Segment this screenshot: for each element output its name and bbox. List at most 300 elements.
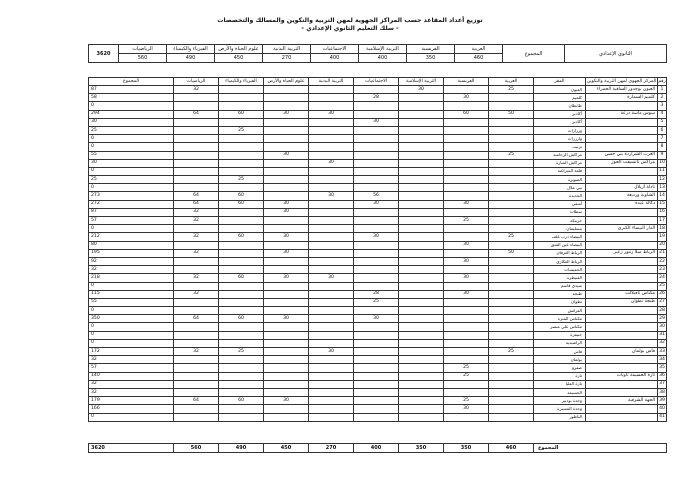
subject-value <box>219 298 264 306</box>
subject-value <box>354 151 399 159</box>
subject-value <box>444 298 489 306</box>
subject-value <box>444 266 489 274</box>
subject-value <box>174 282 219 290</box>
subject-value <box>309 372 354 380</box>
row-number: 16 <box>658 208 667 216</box>
subject-value <box>309 208 354 216</box>
subject-value <box>354 331 399 339</box>
site-name: الراشيدية <box>534 339 586 347</box>
center-name <box>586 233 658 241</box>
row-number: 28 <box>658 307 667 315</box>
row-total: 0 <box>89 282 174 290</box>
subject-value <box>489 323 534 331</box>
row-number: 6 <box>658 126 667 134</box>
table-row <box>89 208 667 216</box>
subject-value <box>309 315 354 323</box>
subject-value <box>354 388 399 396</box>
row-total: 212 <box>89 233 174 241</box>
row-total: 55 <box>89 298 174 306</box>
subject-value <box>399 315 444 323</box>
center-name <box>586 331 658 339</box>
site-name: تازة <box>534 372 586 380</box>
subject-value <box>219 388 264 396</box>
subject-value <box>264 118 309 126</box>
subject-value <box>174 372 219 380</box>
subject-value <box>399 364 444 372</box>
site-name: خنيفرة <box>534 331 586 339</box>
subject-value: 25 <box>219 176 264 184</box>
summary-value: 270 <box>263 54 311 63</box>
subject-value <box>399 143 444 151</box>
subject-value <box>354 110 399 118</box>
subject-value <box>489 380 534 388</box>
subject-value: 25 <box>444 372 489 380</box>
subject-value <box>354 257 399 265</box>
row-total: 25 <box>89 126 174 134</box>
subject-value <box>444 102 489 110</box>
row-number: 36 <box>658 372 667 380</box>
subject-value <box>399 257 444 265</box>
table-row <box>89 176 667 184</box>
center-name <box>586 257 658 265</box>
center-name: تازة الحسيمة تاونات <box>586 372 658 380</box>
table-body <box>89 86 667 422</box>
subject-value <box>354 307 399 315</box>
subject-value <box>354 356 399 364</box>
subject-value: 25 <box>489 86 534 94</box>
subject-value <box>444 225 489 233</box>
row-number: 4 <box>658 110 667 118</box>
site-name: الحسيمة <box>534 388 586 396</box>
table-row <box>89 290 667 298</box>
table-row <box>89 397 667 405</box>
subject-value <box>354 241 399 249</box>
subject-value <box>489 413 534 421</box>
site-name: تزنيت <box>534 143 586 151</box>
row-number: 8 <box>658 143 667 151</box>
subject-value <box>219 86 264 94</box>
totals-value: 350 <box>444 444 489 453</box>
table-row <box>89 86 667 94</box>
table-row <box>89 323 667 331</box>
subject-value: 64 <box>174 397 219 405</box>
subject-value <box>399 356 444 364</box>
subject-value <box>354 208 399 216</box>
subject-value <box>354 102 399 110</box>
subject-value <box>219 307 264 315</box>
table-row <box>89 348 667 356</box>
row-number: 38 <box>658 388 667 396</box>
row-number: 32 <box>658 339 667 347</box>
subject-value: 30 <box>354 233 399 241</box>
summary-subject: العربية <box>455 45 503 54</box>
site-name: مراكش المنارة <box>534 159 586 167</box>
subject-value <box>354 397 399 405</box>
site-name: مكناس المنزه <box>534 315 586 323</box>
table-row <box>89 184 667 192</box>
summary-subject: الفرنسية <box>407 45 455 54</box>
row-number: 10 <box>658 159 667 167</box>
subject-value <box>264 143 309 151</box>
subject-value <box>174 266 219 274</box>
site-name: وجدة المسيرة <box>534 405 586 413</box>
subject-value <box>309 102 354 110</box>
table-row <box>89 118 667 126</box>
subject-value <box>399 331 444 339</box>
row-total: 0 <box>89 143 174 151</box>
subject-value <box>264 225 309 233</box>
row-number: 11 <box>658 167 667 175</box>
row-number: 9 <box>658 151 667 159</box>
subject-value: 64 <box>174 110 219 118</box>
subject-value <box>444 307 489 315</box>
table-row <box>89 274 667 282</box>
row-number: 39 <box>658 397 667 405</box>
subject-value <box>489 274 534 282</box>
subject-value <box>174 339 219 347</box>
subject-value: 32 <box>174 217 219 225</box>
subject-value <box>489 176 534 184</box>
site-name: كلميم <box>534 94 586 102</box>
center-name <box>586 356 658 364</box>
table-header-row <box>89 78 667 86</box>
subject-value <box>174 151 219 159</box>
header-subject: الفيزياء والكيمياء <box>219 78 264 86</box>
subject-value: 32 <box>174 208 219 216</box>
subject-value <box>219 118 264 126</box>
center-name <box>586 307 658 315</box>
subject-value <box>444 356 489 364</box>
row-total: 32 <box>89 380 174 388</box>
subject-value <box>354 86 399 94</box>
subject-value <box>174 94 219 102</box>
subject-value <box>444 118 489 126</box>
site-name: مراكش الرحامنة <box>534 151 586 159</box>
subject-value <box>219 135 264 143</box>
summary-subject: التربية البدنية <box>263 45 311 54</box>
subject-value <box>399 339 444 347</box>
row-total: 0 <box>89 331 174 339</box>
subject-value: 30 <box>444 200 489 208</box>
center-name <box>586 413 658 421</box>
center-name <box>586 126 658 134</box>
subject-value <box>444 135 489 143</box>
header-subject: الاجتماعيات <box>354 78 399 86</box>
site-name: تطوان <box>534 298 586 306</box>
center-name: مراكش تانسيفت الحوز <box>586 159 658 167</box>
summary-subject: الفيزياء والكيمياء <box>167 45 215 54</box>
subject-value <box>354 135 399 143</box>
row-total: 80 <box>89 241 174 249</box>
site-name: الخميسات <box>534 266 586 274</box>
subject-value <box>309 86 354 94</box>
subject-value <box>219 266 264 274</box>
subject-value: 30 <box>264 233 309 241</box>
header-subject: التربية الإسلامية <box>399 78 444 86</box>
subject-value <box>489 159 534 167</box>
subject-value <box>444 282 489 290</box>
totals-value: 270 <box>309 444 354 453</box>
subject-value <box>264 413 309 421</box>
subject-value: 30 <box>309 274 354 282</box>
subject-value <box>489 339 534 347</box>
center-name <box>586 380 658 388</box>
totals-label: المجموع <box>534 444 667 453</box>
subject-value <box>354 282 399 290</box>
subject-value <box>489 167 534 175</box>
subject-value <box>399 290 444 298</box>
center-name <box>586 176 658 184</box>
subject-value <box>489 257 534 265</box>
subject-value <box>309 397 354 405</box>
site-name: قلعة السراغنة <box>534 167 586 175</box>
subject-value <box>489 126 534 134</box>
subject-value <box>399 151 444 159</box>
subject-value <box>174 257 219 265</box>
subject-value <box>264 176 309 184</box>
table-row <box>89 217 667 225</box>
subject-value: 32 <box>174 274 219 282</box>
subject-value: 25 <box>444 364 489 372</box>
site-name: أكادير <box>534 110 586 118</box>
table-row <box>89 356 667 364</box>
row-number: 5 <box>658 118 667 126</box>
subject-value: 30 <box>264 151 309 159</box>
subject-value <box>354 323 399 331</box>
subject-value: 30 <box>264 110 309 118</box>
subject-value <box>174 323 219 331</box>
subject-value <box>309 167 354 175</box>
totals-table <box>88 443 667 453</box>
row-total: 32 <box>89 356 174 364</box>
summary-value: 400 <box>359 54 407 63</box>
subject-value <box>264 126 309 134</box>
summary-grand-total: 3620 <box>89 45 119 63</box>
site-name: الرباط العرفان <box>534 249 586 257</box>
subject-value <box>309 266 354 274</box>
row-number: 18 <box>658 225 667 233</box>
row-number: 37 <box>658 380 667 388</box>
subject-value <box>174 413 219 421</box>
row-total: 0 <box>89 167 174 175</box>
row-total: 272 <box>89 200 174 208</box>
table-row <box>89 102 667 110</box>
row-total: 87 <box>89 86 174 94</box>
table-row <box>89 380 667 388</box>
center-name <box>586 274 658 282</box>
subject-value <box>489 364 534 372</box>
row-total: 25 <box>89 176 174 184</box>
header-num: رقم <box>658 78 666 84</box>
subject-value <box>444 167 489 175</box>
subject-value <box>264 323 309 331</box>
subject-value <box>399 282 444 290</box>
row-total: 115 <box>89 290 174 298</box>
subject-value <box>174 298 219 306</box>
subject-value <box>309 241 354 249</box>
center-name: الشاوية ورديغة <box>586 192 658 200</box>
subject-value <box>489 405 534 413</box>
subject-value <box>399 135 444 143</box>
center-name <box>586 388 658 396</box>
subject-value <box>264 135 309 143</box>
totals-grand-total: 3620 <box>89 444 174 453</box>
subject-value: 30 <box>264 274 309 282</box>
subject-value <box>444 315 489 323</box>
subject-value <box>264 167 309 175</box>
subject-value <box>264 257 309 265</box>
subject-value <box>399 176 444 184</box>
subject-value <box>309 151 354 159</box>
row-total: 350 <box>89 315 174 323</box>
title-line-1: توزيع أعداد المقاعد حسب المراكز الجهوية لمهن التربية والتكوين والمسالك والتخصصات <box>217 17 483 24</box>
table-row <box>89 405 667 413</box>
subject-value <box>399 266 444 274</box>
row-total: 0 <box>89 184 174 192</box>
site-name: تازة العليا <box>534 380 586 388</box>
subject-value <box>399 413 444 421</box>
subject-value <box>354 217 399 225</box>
table-row <box>89 225 667 233</box>
subject-value <box>309 176 354 184</box>
subject-value <box>354 249 399 257</box>
subject-value <box>399 225 444 233</box>
table-row <box>89 143 667 151</box>
subject-value: 25 <box>489 151 534 159</box>
header-subject: التربية البدنية <box>309 78 354 86</box>
subject-value <box>444 151 489 159</box>
site-name: طنجة <box>534 290 586 298</box>
row-number: 7 <box>658 135 667 143</box>
subject-value <box>219 323 264 331</box>
row-total: 172 <box>89 348 174 356</box>
center-name: سوس ماسة درعة <box>586 110 658 118</box>
center-name: الجهة الشرقية <box>586 397 658 405</box>
subject-value <box>354 274 399 282</box>
table-row <box>89 298 667 306</box>
subject-value <box>174 388 219 396</box>
subject-value <box>309 249 354 257</box>
row-total: 0 <box>89 339 174 347</box>
row-total: 32 <box>89 266 174 274</box>
subject-value <box>264 356 309 364</box>
subject-value <box>264 364 309 372</box>
subject-value <box>399 307 444 315</box>
subject-value <box>399 167 444 175</box>
center-name <box>586 364 658 372</box>
subject-value <box>309 217 354 225</box>
subject-value: 30 <box>399 86 444 94</box>
totals-value: 560 <box>174 444 219 453</box>
row-number: 12 <box>658 176 667 184</box>
center-name: دكالة عبدة <box>586 200 658 208</box>
subject-value <box>354 339 399 347</box>
row-total: 166 <box>89 405 174 413</box>
subject-value: 50 <box>489 110 534 118</box>
subject-value: 32 <box>174 86 219 94</box>
subject-value <box>444 233 489 241</box>
subject-value <box>444 184 489 192</box>
table-row <box>89 257 667 265</box>
subject-value <box>399 94 444 102</box>
row-total: 0 <box>89 323 174 331</box>
site-name: بنسليمان <box>534 225 586 233</box>
center-name <box>586 241 658 249</box>
center-name <box>586 315 658 323</box>
site-name: ورزازات <box>534 126 586 134</box>
subject-value: 25 <box>489 348 534 356</box>
subject-value <box>219 167 264 175</box>
table-row <box>89 413 667 421</box>
subject-value: 30 <box>309 348 354 356</box>
subject-value: 28 <box>354 94 399 102</box>
center-name: الرباط سلا زمور زعير <box>586 249 658 257</box>
subject-value <box>399 118 444 126</box>
subject-value <box>309 298 354 306</box>
table-row <box>89 282 667 290</box>
subject-value <box>264 217 309 225</box>
row-number: 29 <box>658 315 667 323</box>
site-name: خريبكة <box>534 217 586 225</box>
subject-value: 25 <box>444 397 489 405</box>
subject-value <box>174 380 219 388</box>
subject-value <box>264 405 309 413</box>
subject-value: 30 <box>444 405 489 413</box>
subject-value <box>399 397 444 405</box>
row-number: 27 <box>658 298 667 306</box>
header-total: المجموع <box>89 78 174 86</box>
subject-value: 30 <box>444 274 489 282</box>
subject-value <box>174 241 219 249</box>
subject-value: 32 <box>174 290 219 298</box>
subject-value <box>399 208 444 216</box>
site-name: صفرو <box>534 364 586 372</box>
subject-value <box>489 298 534 306</box>
totals-value: 400 <box>354 444 399 453</box>
subject-value: 25 <box>219 348 264 356</box>
totals-value: 460 <box>489 444 534 453</box>
subject-value <box>354 143 399 151</box>
row-number: 40 <box>658 405 667 413</box>
subject-value <box>309 94 354 102</box>
row-total: 0 <box>89 225 174 233</box>
subject-value: 30 <box>444 290 489 298</box>
subject-value <box>399 102 444 110</box>
row-number: 30 <box>658 323 667 331</box>
subject-value <box>174 356 219 364</box>
subject-value <box>444 323 489 331</box>
subject-value: 30 <box>444 94 489 102</box>
header-subject: الفرنسية <box>444 78 489 86</box>
table-row <box>89 249 667 257</box>
row-total: 92 <box>89 257 174 265</box>
subject-value <box>489 331 534 339</box>
row-total: 30 <box>89 118 174 126</box>
subject-value <box>444 86 489 94</box>
subject-value: 60 <box>219 110 264 118</box>
summary-value: 490 <box>167 54 215 63</box>
subject-value <box>444 388 489 396</box>
subject-value <box>264 86 309 94</box>
row-total: 30 <box>89 159 174 167</box>
subject-value <box>399 298 444 306</box>
table-row <box>89 307 667 315</box>
site-name: وجدة بوديير <box>534 397 586 405</box>
subject-value <box>264 380 309 388</box>
subject-value <box>489 397 534 405</box>
row-number: 1 <box>658 86 667 94</box>
subject-value <box>489 200 534 208</box>
